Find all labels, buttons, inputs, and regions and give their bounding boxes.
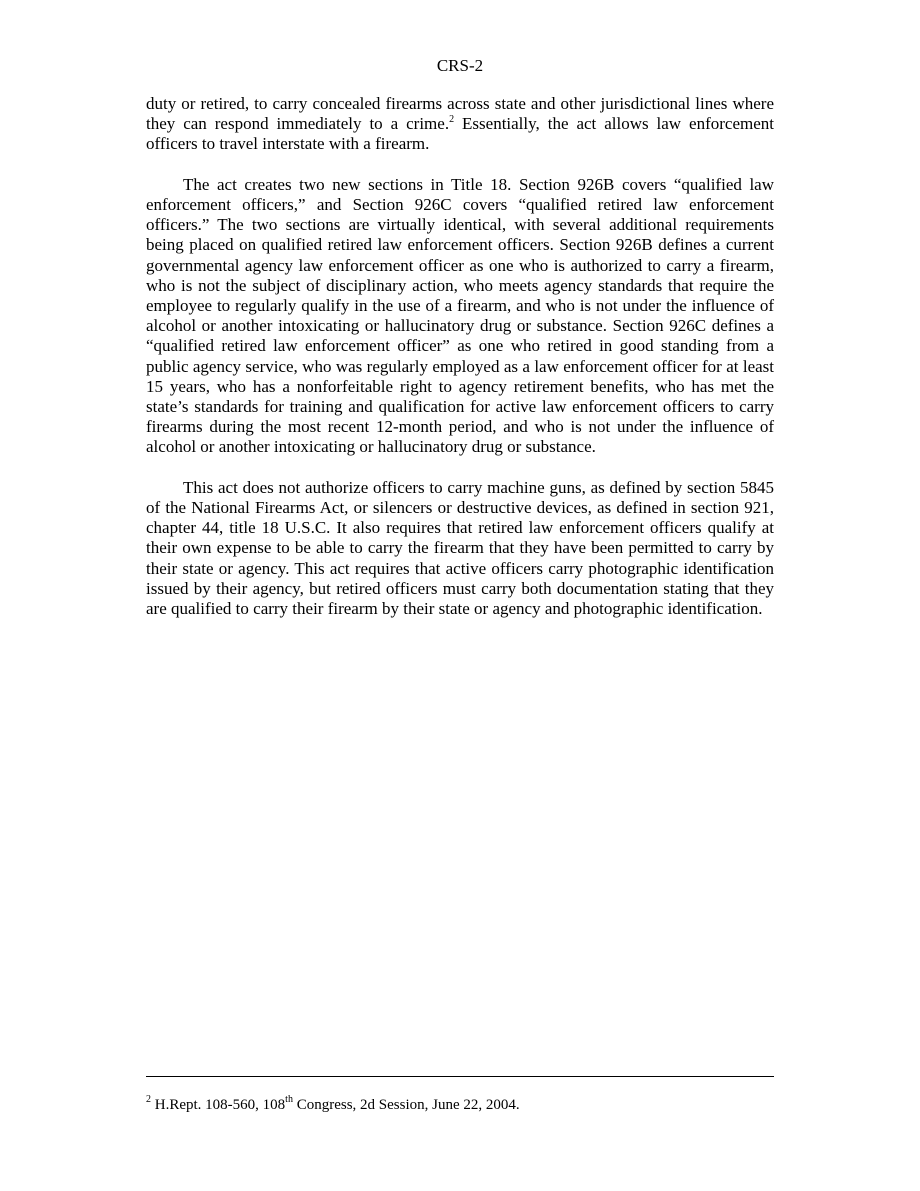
footnote-text: H.Rept. 108-560, 108: [151, 1097, 286, 1113]
footnote-reference[interactable]: 2: [449, 114, 455, 126]
footnote-text-continued: Congress, 2d Session, June 22, 2004.: [292, 1097, 520, 1113]
paragraph-3: This act does not authorize officers to carry machine guns, as defined by section 5845 of the National Firearms Act, or silencers or destructive devices, as defined in section 921, chapter 44, title 18 U.S.C. It also requires that retired law enforcement officers qualify at their own expense to be able to carry the firearm that they have been permitted to carry by their state or agency. This act requires that active officers carry photographic identification issued by their agency, but retired officers must carry both documentation stating that they are qualified to carry their firearm by their state or agency and photographic identification.: [146, 477, 774, 619]
paragraph-1: [146, 94, 774, 155]
paragraph-1-text-continued: Essentially, the act allows law enforcement officers to travel interstate with a firearm.: [146, 114, 774, 154]
footnote-divider: [146, 1076, 774, 1077]
paragraph-1-text: duty or retired, to carry concealed firearms across state and other jurisdictional lines where they can respond immediately to a crime.: [146, 94, 774, 134]
paragraph-2: The act creates two new sections in Title 18. Section 926B covers “qualified law enforcement officers,” and Section 926C covers “qualified retired law enforcement officers.” The two sections are virtually identical, with several additional requirements being placed on qualified retired law enforcement officers. Section 926B defines a current governmental agency law enforcement officer as one who is authorized to carry a firearm, who is not the subject of disciplinary action, who meets agency standards that require the employee to regularly qualify in the use of a firearm, and who is not under the influence of alcohol or another intoxicating or hallucinatory drug or substance. Section 926C defines a “qualified retired law enforcement officer” as one who retired in good standing from a public agency service, who was regularly employed as a law enforcement officer for at least 15 years, who has a nonforfeitable right to agency retirement benefits, who has met the state’s standards for training and qualification for active law enforcement officers to carry firearms during the most recent 12-month period, and who is not under the influence of alcohol or another intoxicating or hallucinatory drug or substance.: [146, 174, 774, 457]
footnote-number: 2: [146, 1094, 151, 1105]
footnote-ordinal-suffix: th: [285, 1094, 293, 1105]
body-text: [146, 94, 774, 639]
page-header: CRS-2: [436, 56, 484, 75]
footnote: [146, 1096, 774, 1114]
